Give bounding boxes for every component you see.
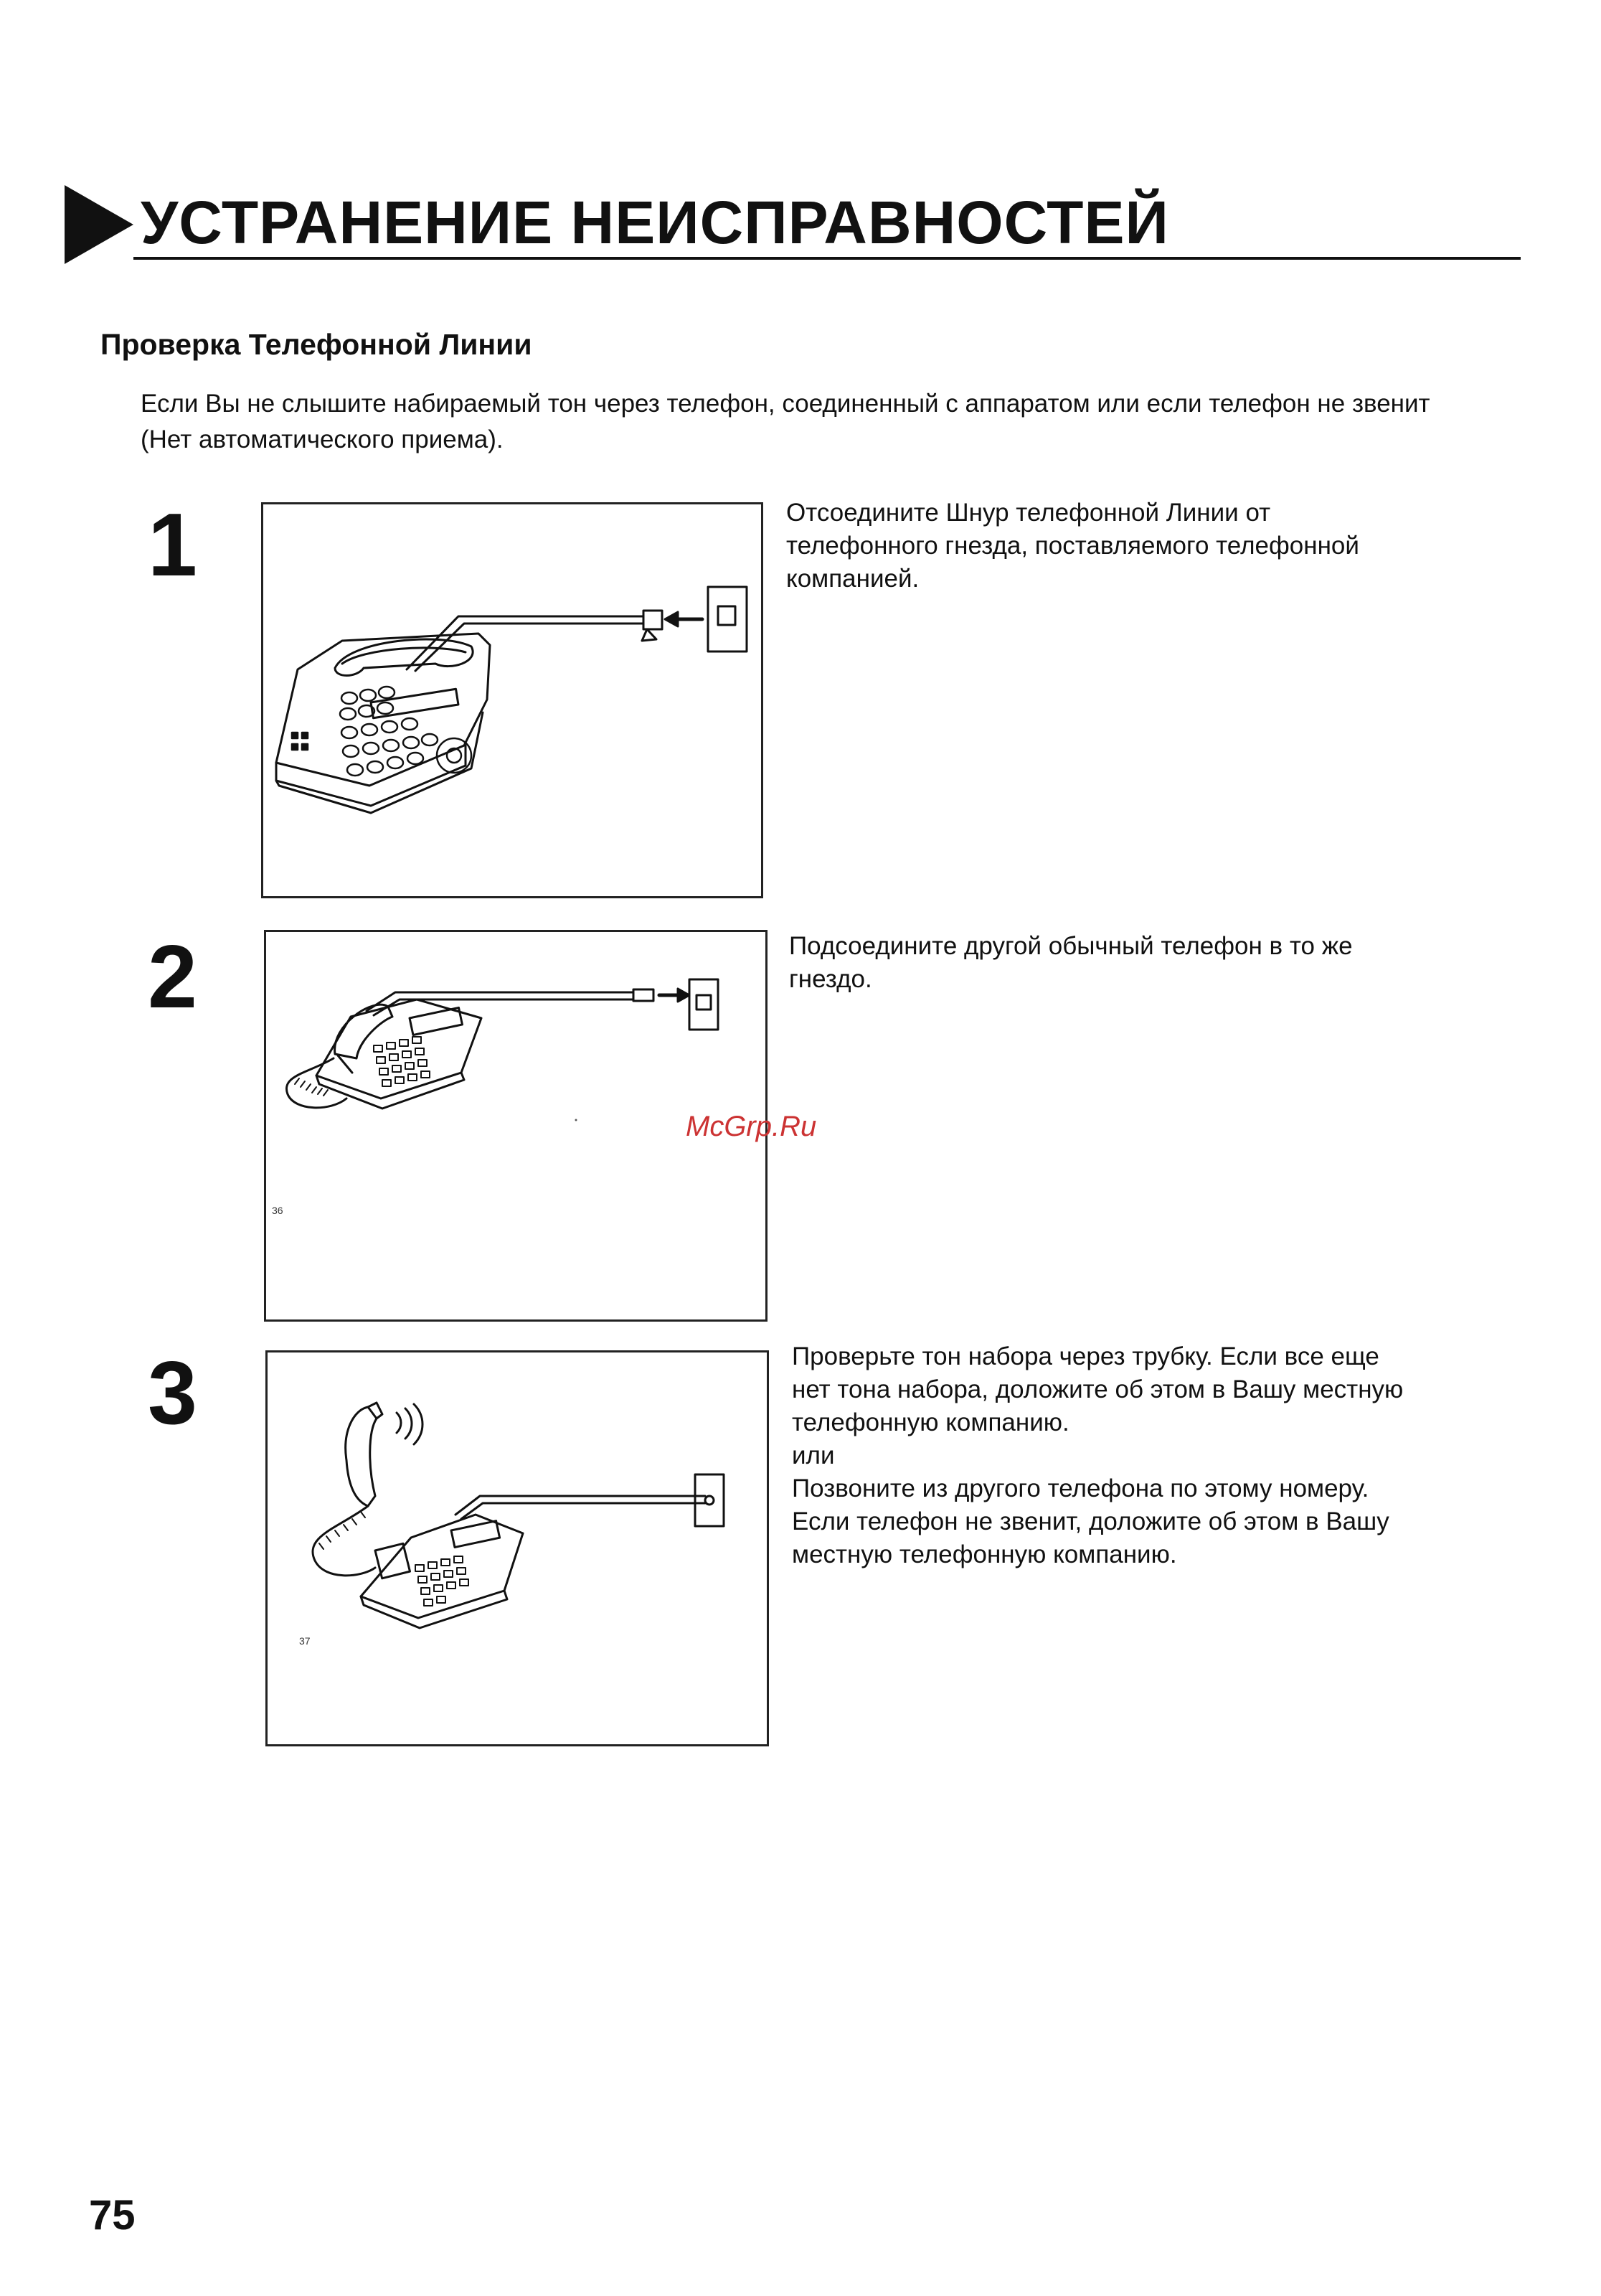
step-2-number: 2 <box>148 928 197 1027</box>
step-2-line: Подсоедините другой обычный телефон в то же <box>789 932 1353 960</box>
step-1-line: компанией. <box>786 565 920 593</box>
step-3-number: 3 <box>148 1344 197 1443</box>
step-1-text <box>786 497 1475 596</box>
step-3-line: Если телефон не звенит, доложите об этом в Вашу <box>792 1507 1389 1535</box>
chapter-title: УСТРАНЕНИЕ НЕИСПРАВНОСТЕЙ <box>141 189 1169 256</box>
section-title: Проверка Телефонной Линии <box>100 328 532 361</box>
header-rule <box>133 257 1521 260</box>
figure-number: 37 <box>299 1635 311 1647</box>
watermark-text: McGrp.Ru <box>686 1111 817 1142</box>
ringing-telephone-icon <box>268 1352 771 1749</box>
step-1-line: телефонного гнезда, поставляемого телефонной <box>786 532 1359 560</box>
step-3-line: Проверьте тон набора через трубку. Если все еще <box>792 1342 1379 1370</box>
step-1-illustration <box>261 502 763 898</box>
step-3-illustration <box>265 1350 769 1746</box>
step-2-text <box>789 930 1478 996</box>
section-intro: Если Вы не слышите набираемый тон через телефон, соединенный с аппаратом или если телефон не звенит (Нет автоматического приема). <box>141 390 1430 453</box>
step-3-text <box>792 1340 1480 1571</box>
fax-machine-icon <box>263 504 765 900</box>
step-3-line: нет тона набора, доложите об этом в Вашу местную <box>792 1375 1404 1403</box>
step-3-line: местную телефонную компанию. <box>792 1540 1177 1568</box>
step-1-line: Отсоедините Шнур телефонной Линии от <box>786 499 1271 527</box>
step-3-line: или <box>792 1441 835 1469</box>
figure-number: 36 <box>272 1205 283 1216</box>
triangle-marker-icon <box>65 185 133 264</box>
step-3-line: Позвоните из другого телефона по этому номеру. <box>792 1474 1369 1502</box>
page-number: 75 <box>89 2192 136 2239</box>
chapter-header <box>65 185 1521 264</box>
step-1-number: 1 <box>148 496 197 595</box>
step-3-line: телефонную компанию. <box>792 1408 1069 1436</box>
step-2-line: гнездо. <box>789 965 872 993</box>
